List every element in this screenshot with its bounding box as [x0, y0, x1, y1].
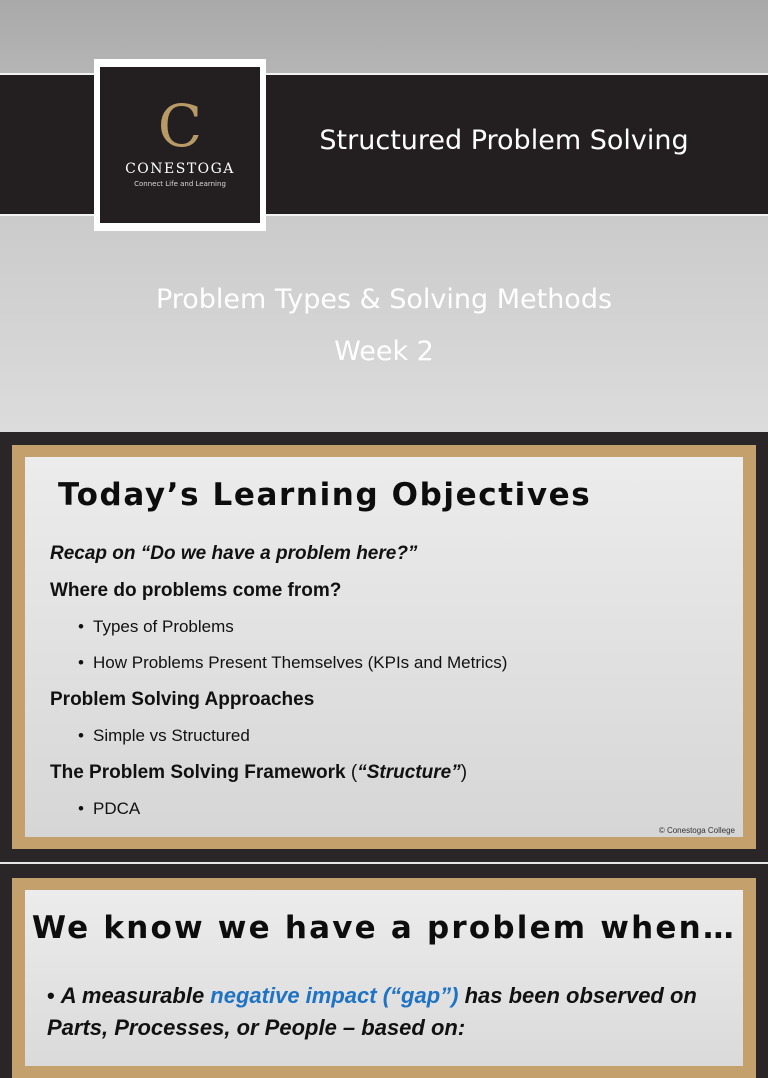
logo-wordmark: CONESTOGA	[125, 160, 235, 177]
framework-emphasis: “Structure”	[357, 762, 461, 783]
bullet-icon: •	[47, 983, 55, 1008]
sub-item-simple	[50, 726, 733, 762]
objective-approaches: Problem Solving Approaches	[50, 689, 315, 710]
sub-item-types	[50, 617, 733, 653]
content-panel	[25, 457, 743, 837]
objectives-list	[50, 543, 733, 835]
objectives-slide	[0, 432, 768, 862]
framework-label: The Problem Solving Framework	[50, 762, 346, 783]
bullet-icon: •	[78, 617, 84, 636]
objective-where: Where do problems come from?	[50, 580, 342, 601]
gold-frame	[12, 445, 756, 849]
problem-definition-slide	[0, 862, 768, 1040]
objective-recap: Recap on “Do we have a problem here?”	[50, 543, 418, 564]
logo-tagline: Connect Life and Learning	[134, 179, 226, 188]
slide-title: We know we have a problem when…	[31, 910, 737, 946]
content-panel	[25, 890, 743, 1066]
logo-c-icon: C	[157, 91, 203, 160]
framework-paren-close: )	[460, 762, 468, 783]
sub-item-label: Types of Problems	[93, 617, 234, 636]
slide-title: Today’s Learning Objectives	[58, 477, 592, 513]
gap-highlight: negative impact (“gap”)	[210, 983, 459, 1008]
bullet-icon: •	[78, 653, 84, 672]
title-slide	[0, 0, 768, 432]
copyright-notice: © Conestoga College	[658, 826, 735, 835]
bullet-text-end: has been observed on Parts, Processes, or People – based on:	[47, 983, 697, 1040]
week-label: Week 2	[334, 336, 434, 367]
bullet-text-start: A measurable	[60, 983, 211, 1008]
sub-item-present	[50, 653, 733, 689]
problem-bullet	[47, 980, 737, 1044]
sub-item-label: Simple vs Structured	[93, 726, 250, 745]
sub-item-label: PDCA	[93, 799, 141, 818]
bullet-icon: •	[78, 726, 84, 745]
bullet-icon: •	[78, 799, 84, 818]
sub-item-pdca	[50, 799, 733, 835]
objective-framework	[50, 762, 733, 799]
framework-paren-open: (	[345, 762, 358, 783]
course-title: Structured Problem Solving	[319, 125, 689, 156]
gold-frame	[12, 878, 756, 1078]
sub-item-label: How Problems Present Themselves (KPIs and Metrics)	[93, 653, 508, 672]
lecture-subtitle: Problem Types & Solving Methods	[155, 284, 613, 315]
conestoga-logo	[94, 59, 266, 231]
logo-background	[100, 67, 260, 223]
